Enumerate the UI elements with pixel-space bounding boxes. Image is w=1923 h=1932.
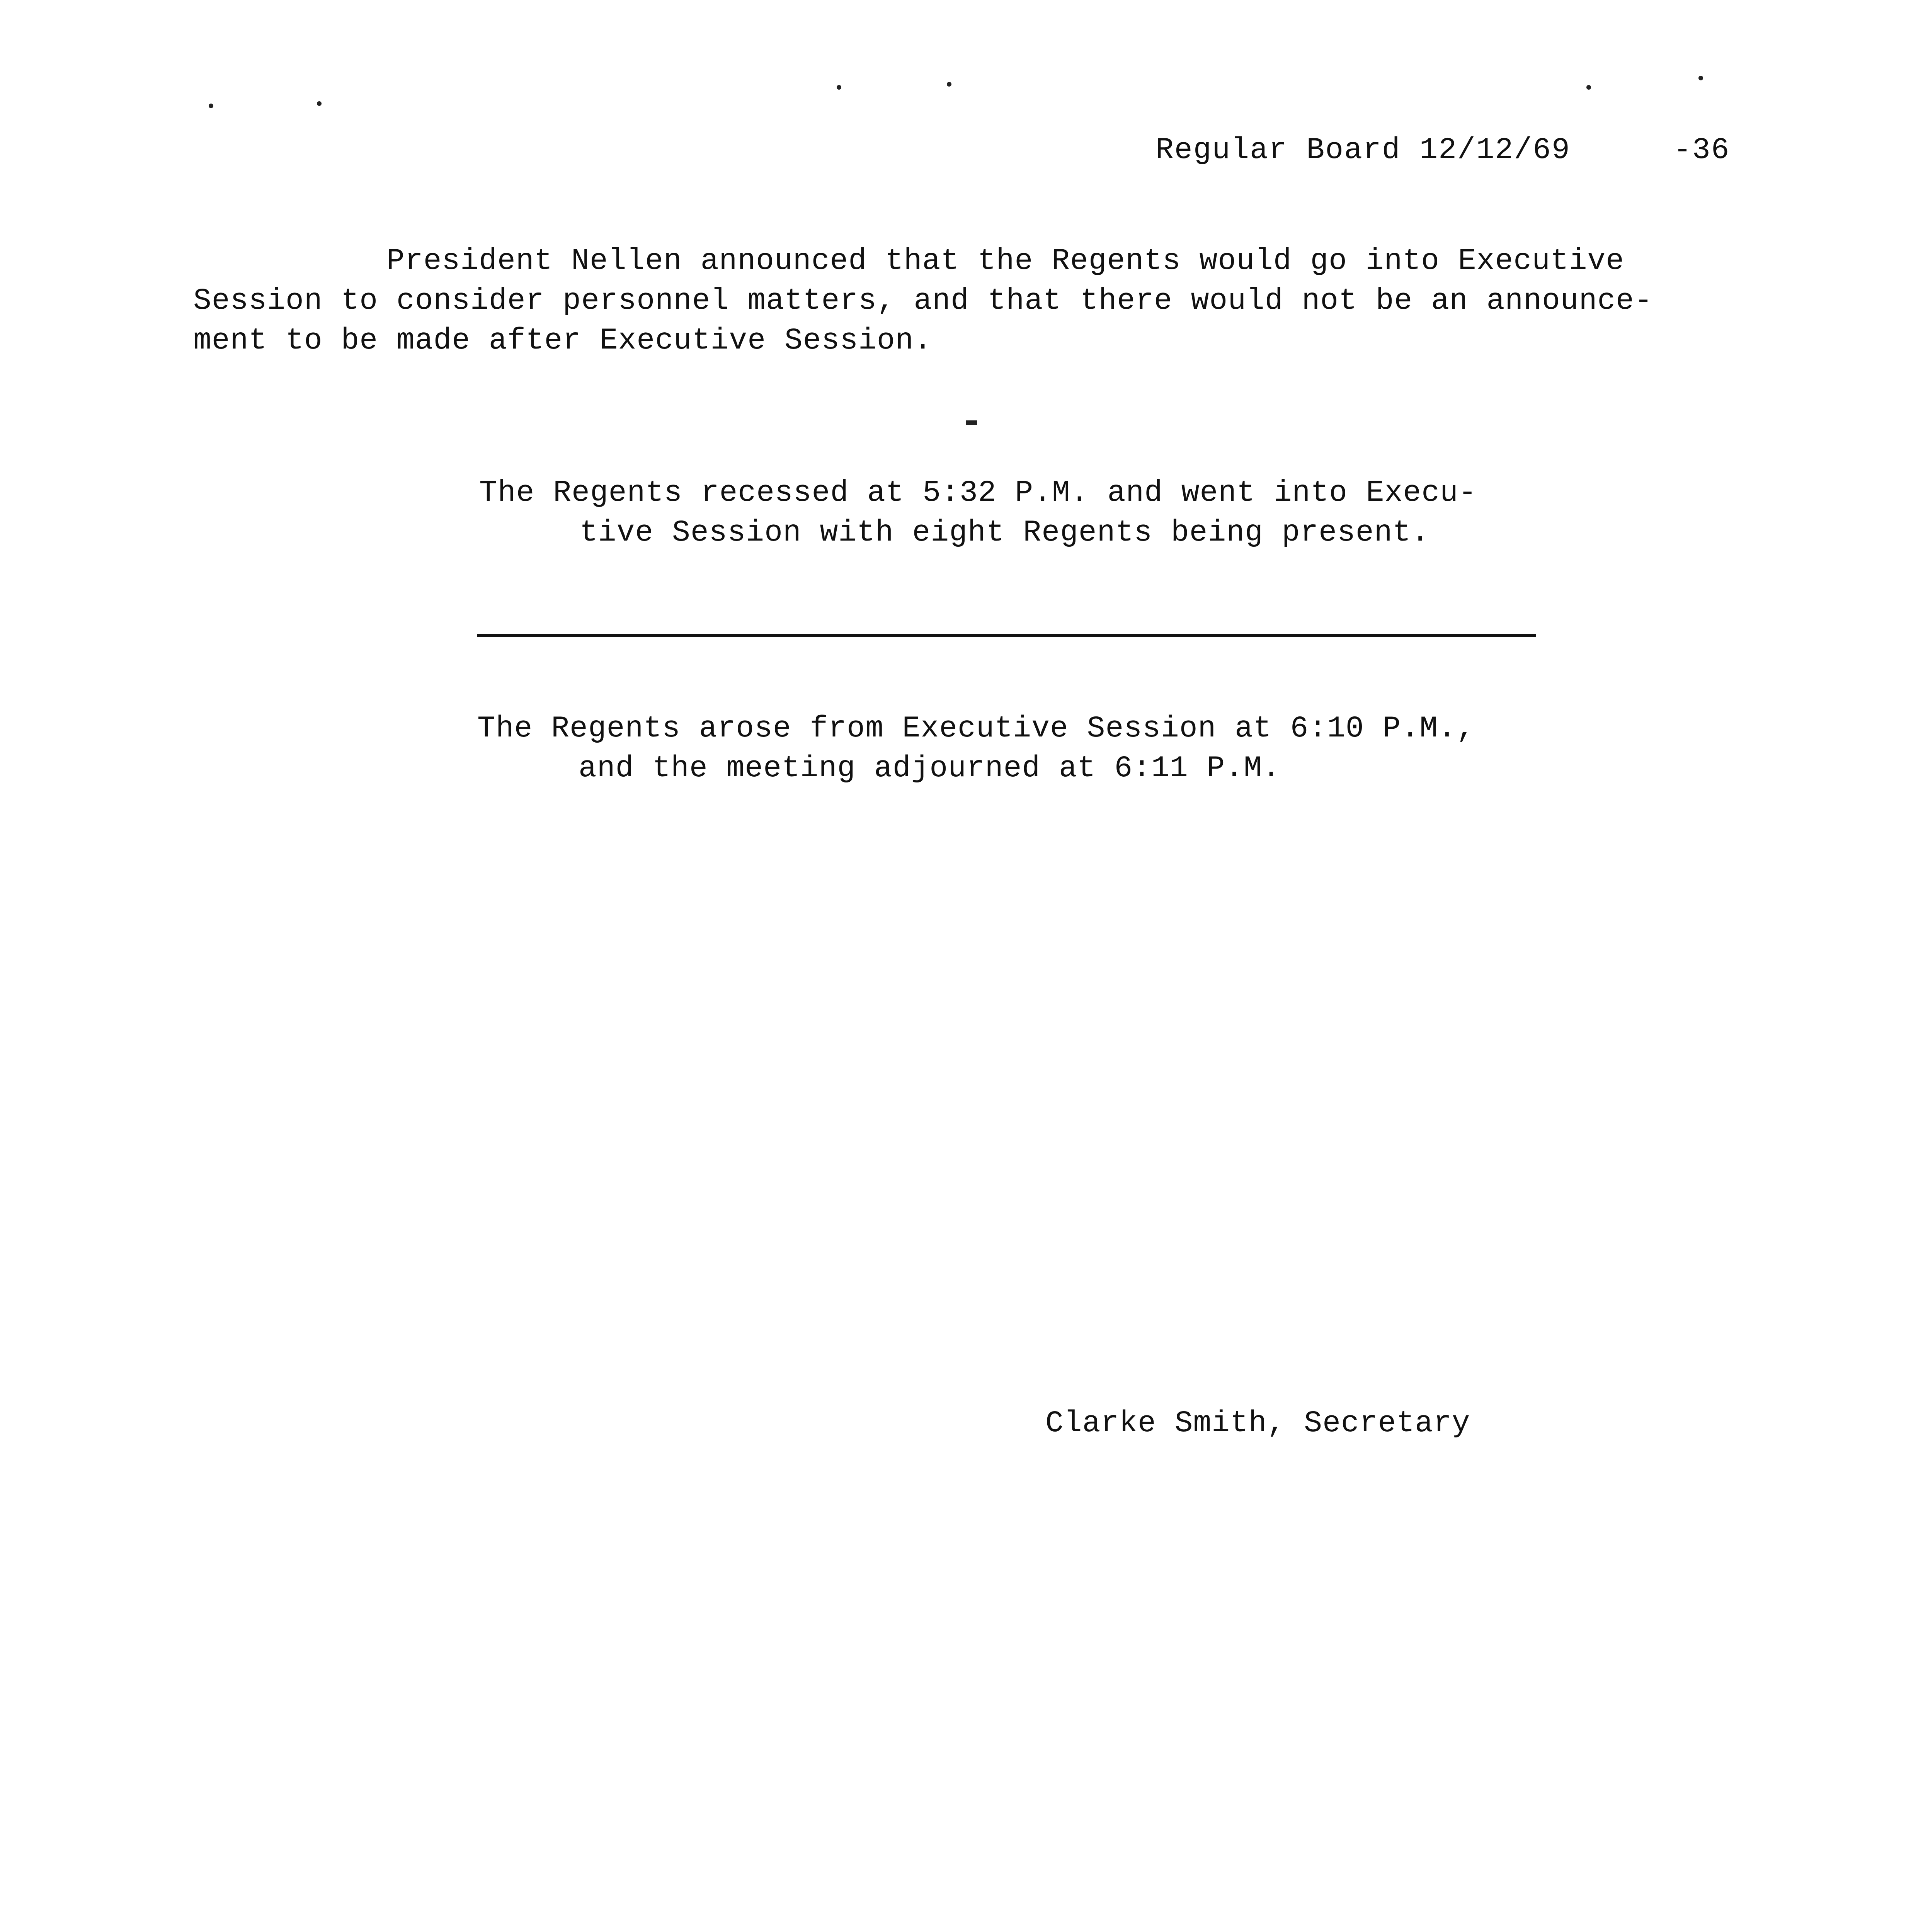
- header-page-number: -36: [1673, 133, 1730, 167]
- horizontal-rule: [477, 634, 1536, 637]
- scan-speck: [947, 82, 951, 87]
- scan-speck: [1698, 76, 1703, 80]
- scan-speck: [209, 104, 213, 108]
- scan-speck: [1586, 85, 1591, 90]
- paragraph-adjournment: [477, 709, 1475, 789]
- paragraph-executive-session-announcement: [193, 242, 1653, 361]
- paragraph-line: ment to be made after Executive Session.: [193, 324, 933, 358]
- paragraph-line: The Regents arose from Executive Session at 6:10 P.M.,: [477, 712, 1475, 746]
- scan-speck: [317, 101, 322, 106]
- header-title: Regular Board 12/12/69: [1156, 133, 1571, 167]
- paragraph-line: The Regents recessed at 5:32 P.M. and went into Execu-: [479, 476, 1477, 510]
- separator-dash: [966, 420, 977, 425]
- paragraph-line: and the meeting adjourned at 6:11 P.M.: [579, 752, 1281, 786]
- paragraph-recess: [479, 473, 1477, 553]
- paragraph-line: President Nellen announced that the Regents would go into Executive: [386, 244, 1625, 278]
- paragraph-line: Session to consider personnel matters, and that there would not be an announce-: [193, 284, 1653, 318]
- paragraph-line: tive Session with eight Regents being present.: [580, 516, 1430, 550]
- signature-line: Clarke Smith, Secretary: [1045, 1406, 1470, 1440]
- scan-speck: [837, 85, 841, 90]
- page-header: [1156, 133, 1751, 167]
